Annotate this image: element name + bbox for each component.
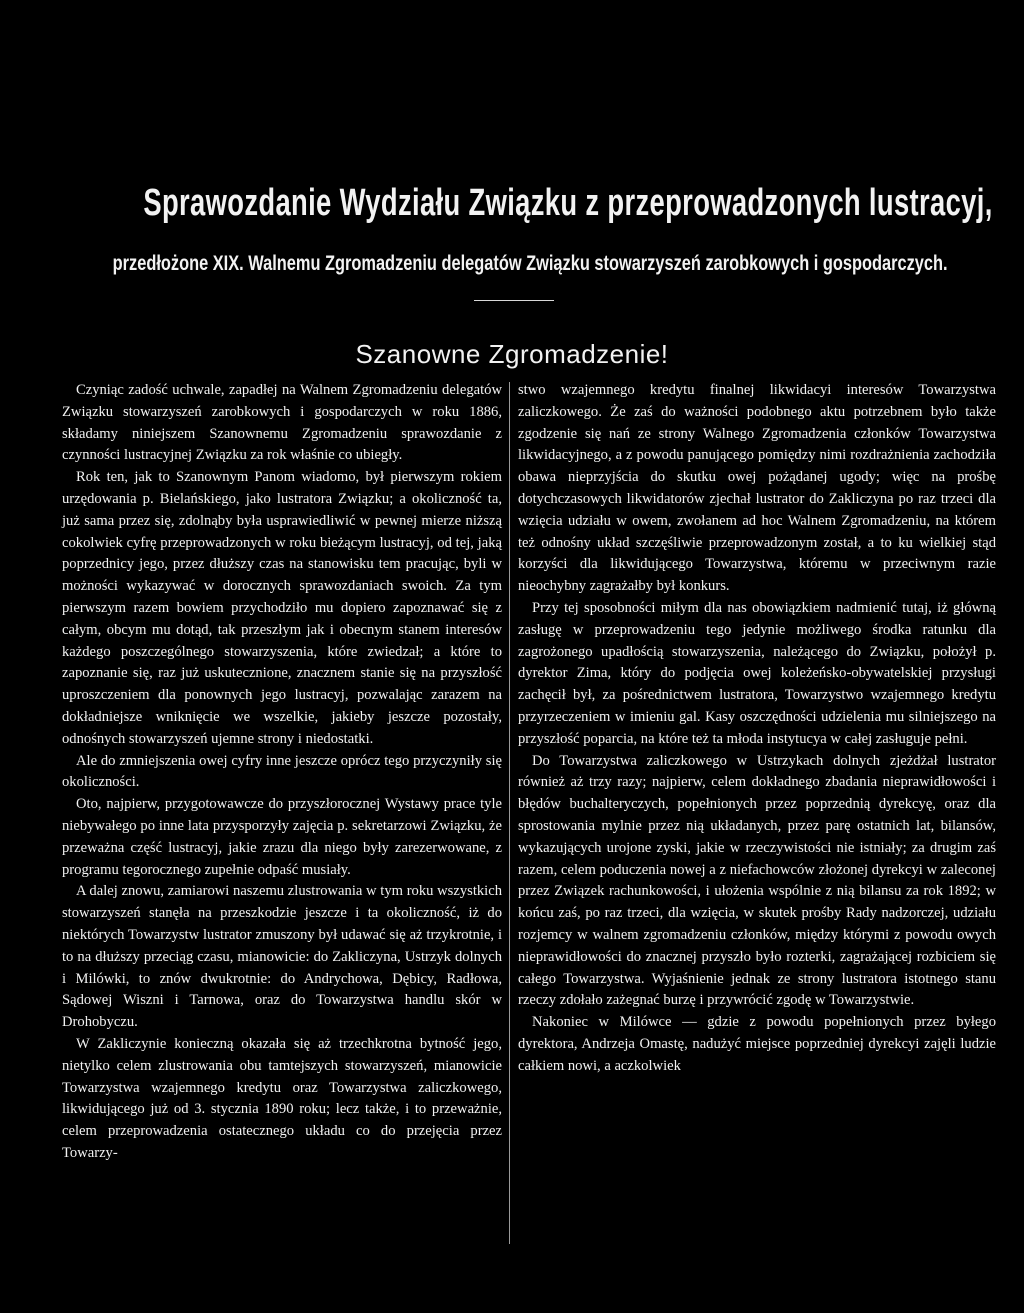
left-paragraph-3: Ale do zmniejszenia owej cyfry inne jeszcze oprócz tego przyczyniły się okoliczności. <box>62 752 502 791</box>
right-paragraph-1: stwo wzajemnego kredytu finalnej likwidacyi interesów Towarzystwa zaliczkowego. Że zaś do ważności podobnego aktu potrzebnem było także zgodzenie się nań ze strony Walnego Zgromadzenia członków Towarzystwa likwidacyjnego, a z powodu panującego pomiędzy nimi rozdrażnienia zachodziła obawa nieprzyjścia do skutku owej pożądanej ugody; więc na prośbę dotychczasowych likwidatorów zjechał lustrator do Zakliczyna po raz trzeci dla wzięcia udziału w owem, zwołanem ad hoc Walnem Zgromadzeniu, na którem też odnośny układ szczęśliwie przeprowadzonym został, a to ku wielkiej stąd korzyści dla likwidującego Towarzystwa, któremu w przeciwnym razie nieochybny zagrażałby był konkurs. <box>518 382 996 595</box>
right-column <box>518 380 996 1078</box>
report-subtitle: przedłożone XIX. Walnemu Zgromadzeniu delegatów Związku stowarzyszeń zarobkowych i gospodarczych. <box>112 252 948 275</box>
left-paragraph-4: Oto, najpierw, przygotowawcze do przyszłorocznej Wystawy prace tyle niebywałego po inne lata przysporzyły zajęcia p. sekretarzowi Związku, że przeważna część lustracyj, jakie zrazu dla niego były zarezerwowane, z programu tegorocznego zupełnie odpaść musiały. <box>62 796 502 878</box>
left-paragraph-6: W Zakliczynie konieczną okazała się aż trzechkrotna bytność jego, nietylko celem zlustrowania obu tamtejszych stowarzyszeń, mianowicie Towarzystwa wzajemnego kredytu oraz Towarzystwa zaliczkowego, likwidującego już od 3. stycznia 1890 roku; lecz także, i to przeważnie, celem przeprowadzenia ostatecznego układu co do przejęcia przez Towarzy- <box>62 1035 502 1161</box>
right-paragraph-3: Do Towarzystwa zaliczkowego w Ustrzykach dolnych zjeżdżał lustrator również aż trzy razy; najpierw, celem dokładnego zbadania nieprawidłowości i błędów buchalteryczych, popełnionych przez poprzednią dyrekcyę, oraz dla sprostowania mylnie przez nią układanych, przez parę ostatnich lat, bilansów, wykazujących urojone zyski, jakie w rzeczywistości nie istniały; za drugim zaś razem, celem poduczenia nowej a z niefachowców złożonej dyrekcyi w zaleconej przez Związek rachunkowości, i ułożenia wspólnie z nią bilansu za rok 1892; w końcu zaś, po raz trzeci, dla wzięcia, w skutek prośby Rady nadzorczej, udziału rozjemcy w walnem zgromadzeniu członków, między którymi z powodu owych nieprawidłowości do znacznej przyszło było rozterki, zagrażającej rozbiciem się całego Towarzystwa. Wyjaśnienie jednak ze strony lustratora istotnego stanu rzeczy zdołało zażegnać burzę i przywrócić zgodę w Towarzystwie. <box>518 752 996 1009</box>
right-paragraph-2: Przy tej sposobności miłym dla nas obowiązkiem nadmienić tutaj, iż główną zasługę w przeprowadzeniu tego jedynie możliwego środka ratunku dla zagrożonego upadłością stowarzyszenia, należącego do Związku, położył p. dyrektor Zima, który do podjęcia owej koleżeńsko-obywatelskiej przysługi zachęcił był, za pośrednictwem lustratora, Towarzystwo wzajemnego kredytu przyrzeczeniem w imieniu gal. Kasy oszczędności udzielenia mu silniejszego na przyszłość poparcia, na które też ta młoda instytucya w całej zasługuje pełni. <box>518 599 996 747</box>
salutation: Szanowne Zgromadzenie! <box>355 339 669 369</box>
left-paragraph-5: A dalej znowu, zamiarowi naszemu zlustrowania w tym roku wszystkich stowarzyszeń stanęła na przeszkodzie jeszcze i ta okoliczność, iż do niektórych Towarzystw lustrator zmuszony był udawać się aż trzykrotnie, i to na dłuższy przeciąg czasu, mianowicie: do Zakliczyna, Ustrzyk dolnych i Milówki, to znów dwukrotnie: do Andrychowa, Dębicy, Radłowa, Sądowej Wiszni i Tarnowa, oraz do Towarzystwa handlu skór w Drohobyczu. <box>62 883 502 1031</box>
column-divider <box>509 382 510 1244</box>
report-title: Sprawozdanie Wydziału Związku z przeprowadzonych lustracyj, <box>143 182 993 224</box>
left-paragraph-1: Czyniąc zadość uchwale, zapadłej na Walnem Zgromadzeniu delegatów Związku stowarzyszeń zarobkowych i gospodarczych w roku 1886, składamy niniejszem Szanownemu Zgromadzeniu sprawozdanie z czynności lustracyjnej Związku za rok właśnie co ubiegły. <box>62 382 502 464</box>
right-paragraph-4: Nakoniec w Milówce — gdzie z powodu popełnionych przez byłego dyrektora, Andrzeja Omastę, nadużyć miejsce poprzedniej dyrekcyi zajęli ludzie całkiem nowi, a aczkolwiek <box>518 1014 996 1074</box>
title-rule <box>474 300 554 301</box>
left-column <box>62 380 502 1165</box>
left-paragraph-2: Rok ten, jak to Szanownym Panom wiadomo, był pierwszym rokiem urzędowania p. Bielańskiego, jako lustratora Związku; a okoliczność ta, już sama przez się, zdolnąby była usprawiedliwić w pewnej mierze niższą cokolwiek cyfrę przeprowadzonych w roku bieżącym lustracyj, od tej, jaką poprzednicy jego, przez dłuższy czas na stanowisku tem pracując, byli w możności wykazywać w dorocznych sprawozdaniach swoich. Za tym pierwszym razem bowiem przychodziło mu dopiero zapoznawać się z całym, obcym mu dotąd, tak przeszłym jak i obecnym stanem interesów każdego poszczególnego stowarzyszenia, które zwiedzał; a które to zapoznanie się, raz już uskutecznione, znacznem stanie się na przyszłość uproszczeniem dla ponownych jego lustracyj, pozwalając zarazem na dokładniejsze wniknięcie we wszelkie, jakieby jeszcze pozostały, odnośnych stowarzyszeń ujemne strony i niedostatki. <box>62 469 502 747</box>
